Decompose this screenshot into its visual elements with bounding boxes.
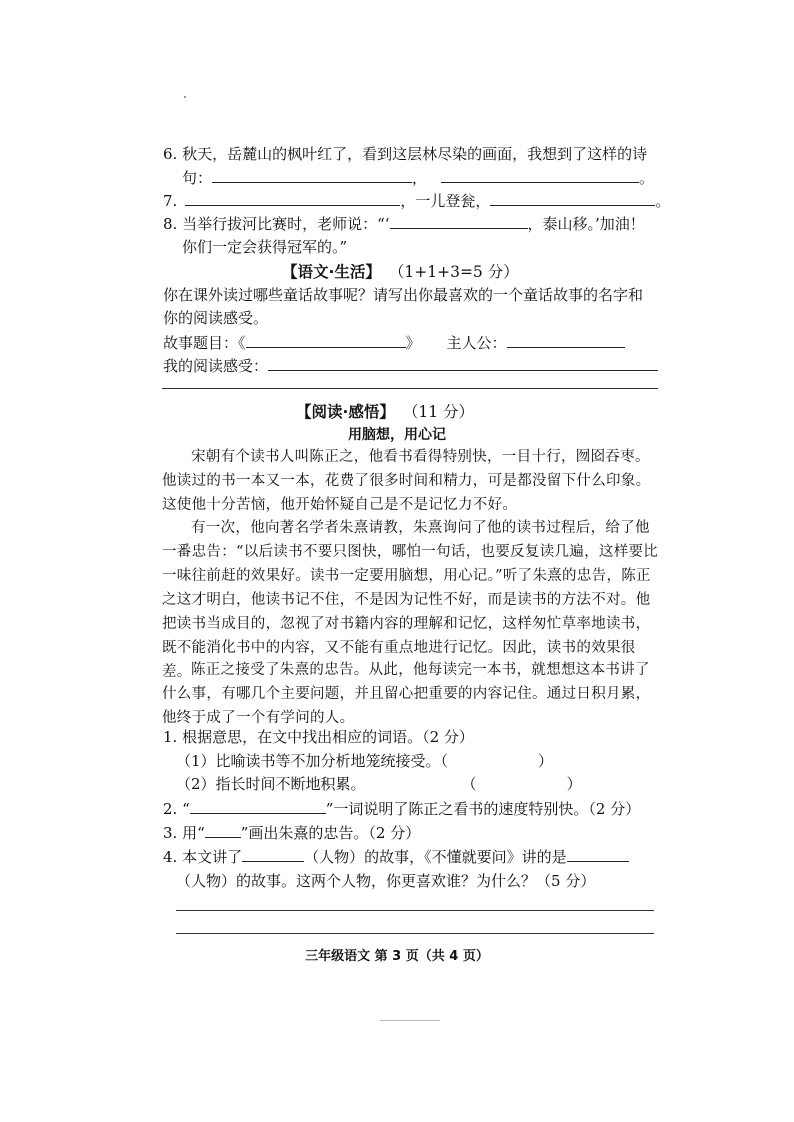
rq4-blank-2[interactable]	[567, 847, 629, 862]
rq2	[163, 798, 640, 820]
q6-comma: ，	[412, 169, 428, 187]
life-prompt-1: 你在课外读过哪些童话故事呢？请写出你最喜欢的一个童话故事的名字和	[163, 286, 644, 304]
passage-paragraph-3: 陈正之接受了朱熹的忠告。从此，他每读完一本书，就想想这本书讲了什么事，有哪几个主要问题，并且留心把重要的内容记住。通过日积月累，他终于成了一个有学问的人。	[162, 662, 651, 726]
story-title-label: 故事题目：《	[163, 334, 246, 352]
rq4-prefix: 4. 本文讲了	[163, 848, 243, 866]
q6-blank-2[interactable]	[441, 168, 639, 183]
q7-blank-1[interactable]	[185, 191, 400, 206]
q6-line2	[182, 167, 654, 189]
reading-section-header	[296, 401, 474, 423]
reading-section-score: （11 分）	[402, 403, 475, 421]
rq4-answer-line-1[interactable]	[176, 910, 654, 911]
passage-paragraph-1: 宋朝有个读书人叫陈正之，他看书看得特别快，一目十行，囫囵吞枣。他读过的书一本又一本，花费了很多时间和精力，可是都没留下什么印象。这使他十分苦恼，他开始怀疑自己是不是记忆力不好。	[162, 449, 651, 513]
q7-middle: ，一儿登瓮，	[400, 192, 491, 210]
life-section-score: （1+1+3=5 分）	[388, 263, 519, 281]
q8-blank[interactable]	[390, 214, 528, 229]
q6-line1: 6. 秋天，岳麓山的枫叶红了，看到这层林尽染的画面，我想到了这样的诗	[163, 145, 648, 163]
rq4-answer-line-2[interactable]	[176, 933, 654, 934]
q6-end: 。	[639, 169, 655, 187]
q7-prefix: 7.	[163, 192, 178, 210]
q8-line2: 你们一定会获得冠军的。”	[182, 238, 348, 256]
rq4-middle: （人物）的故事，《不懂就要问》讲的是	[304, 848, 567, 866]
passage-paragraph-2: 有一次，他向著名学者朱熹请教，朱熹询问了他的读书过程后，给了他一番忠告：“以后读书不要只图快，哪怕一句话，也要反复读几遍，这样要比一味往前赶的效果好。读书一定要用脑想，用心记。”听了朱熹的忠告，陈正之这才明白，他读书记不住，不是因为记性不好，而是读书的方法不对。他把读书当成目的，忽视了对书籍内容的理解和记忆，这样匆忙草率地读书，既不能消化书中的内容，又不能有重点地进行记忆。因此，读书的效果很差。	[162, 520, 659, 680]
rq1-a	[176, 750, 553, 772]
protagonist-label: 主人公：	[446, 334, 507, 352]
page-footer: 三年级语文 第 3 页（共 4 页）	[305, 949, 489, 964]
feeling-label: 我的阅读感受：	[163, 357, 269, 375]
q7	[163, 190, 670, 212]
rq1-a-close: ）	[538, 752, 554, 770]
feeling-row	[163, 355, 658, 377]
scan-speck	[184, 96, 186, 98]
rq4-line2: （人物）的故事。这两个人物，你更喜欢谁？为什么？（5 分）	[176, 872, 596, 890]
rq4-blank-1[interactable]	[242, 847, 304, 862]
rq1-b-close: ）	[566, 775, 582, 793]
rq3-prefix: 3. 用“	[163, 824, 205, 842]
reading-section-title: 【阅读·感悟】	[296, 403, 395, 421]
rq3-suffix: ”画出朱熹的忠告。（2 分）	[240, 824, 421, 842]
story-title-close: 》	[405, 334, 421, 352]
life-section-header	[282, 261, 519, 283]
rq2-prefix: 2. “	[163, 800, 190, 818]
rq1-b-text: （2）指长时间不断地积累。	[176, 775, 366, 793]
rq1-text: 1. 根据意思，在文中找出相应的词语。（2 分）	[163, 728, 474, 746]
protagonist-blank[interactable]	[507, 333, 625, 348]
scan-streak	[380, 1020, 440, 1021]
q8-line1	[163, 213, 645, 235]
rq3-underline-sample	[205, 823, 241, 838]
feeling-blank[interactable]	[268, 356, 658, 371]
q6-line2-prefix: 句：	[182, 169, 213, 187]
rq2-blank[interactable]	[190, 799, 326, 814]
rq1-a-text: （1）比喻读书等不加分析地笼统接受。（	[176, 752, 449, 770]
story-title-row	[163, 332, 625, 354]
rq4-line1	[163, 846, 629, 868]
passage-title: 用脑想，用心记	[348, 427, 446, 443]
q8-line1-suffix: ，泰山移。’加油！	[527, 215, 645, 233]
life-prompt-2: 你的阅读感受。	[163, 309, 269, 327]
life-section-title: 【语文·生活】	[282, 263, 381, 281]
feeling-answer-line[interactable]	[162, 388, 658, 389]
rq1-b-open: （	[461, 775, 477, 793]
rq2-suffix: ”一词说明了陈正之看书的速度特别快。（2 分）	[325, 800, 641, 818]
story-title-blank[interactable]	[246, 333, 406, 348]
q6-blank-1[interactable]	[212, 168, 412, 183]
rq3	[163, 822, 420, 844]
q7-end: 。	[655, 192, 671, 210]
q7-blank-2[interactable]	[490, 191, 655, 206]
q8-line1-prefix: 8. 当举行拔河比赛时，老师说：“‘	[163, 215, 390, 233]
rq1-b	[176, 773, 582, 795]
